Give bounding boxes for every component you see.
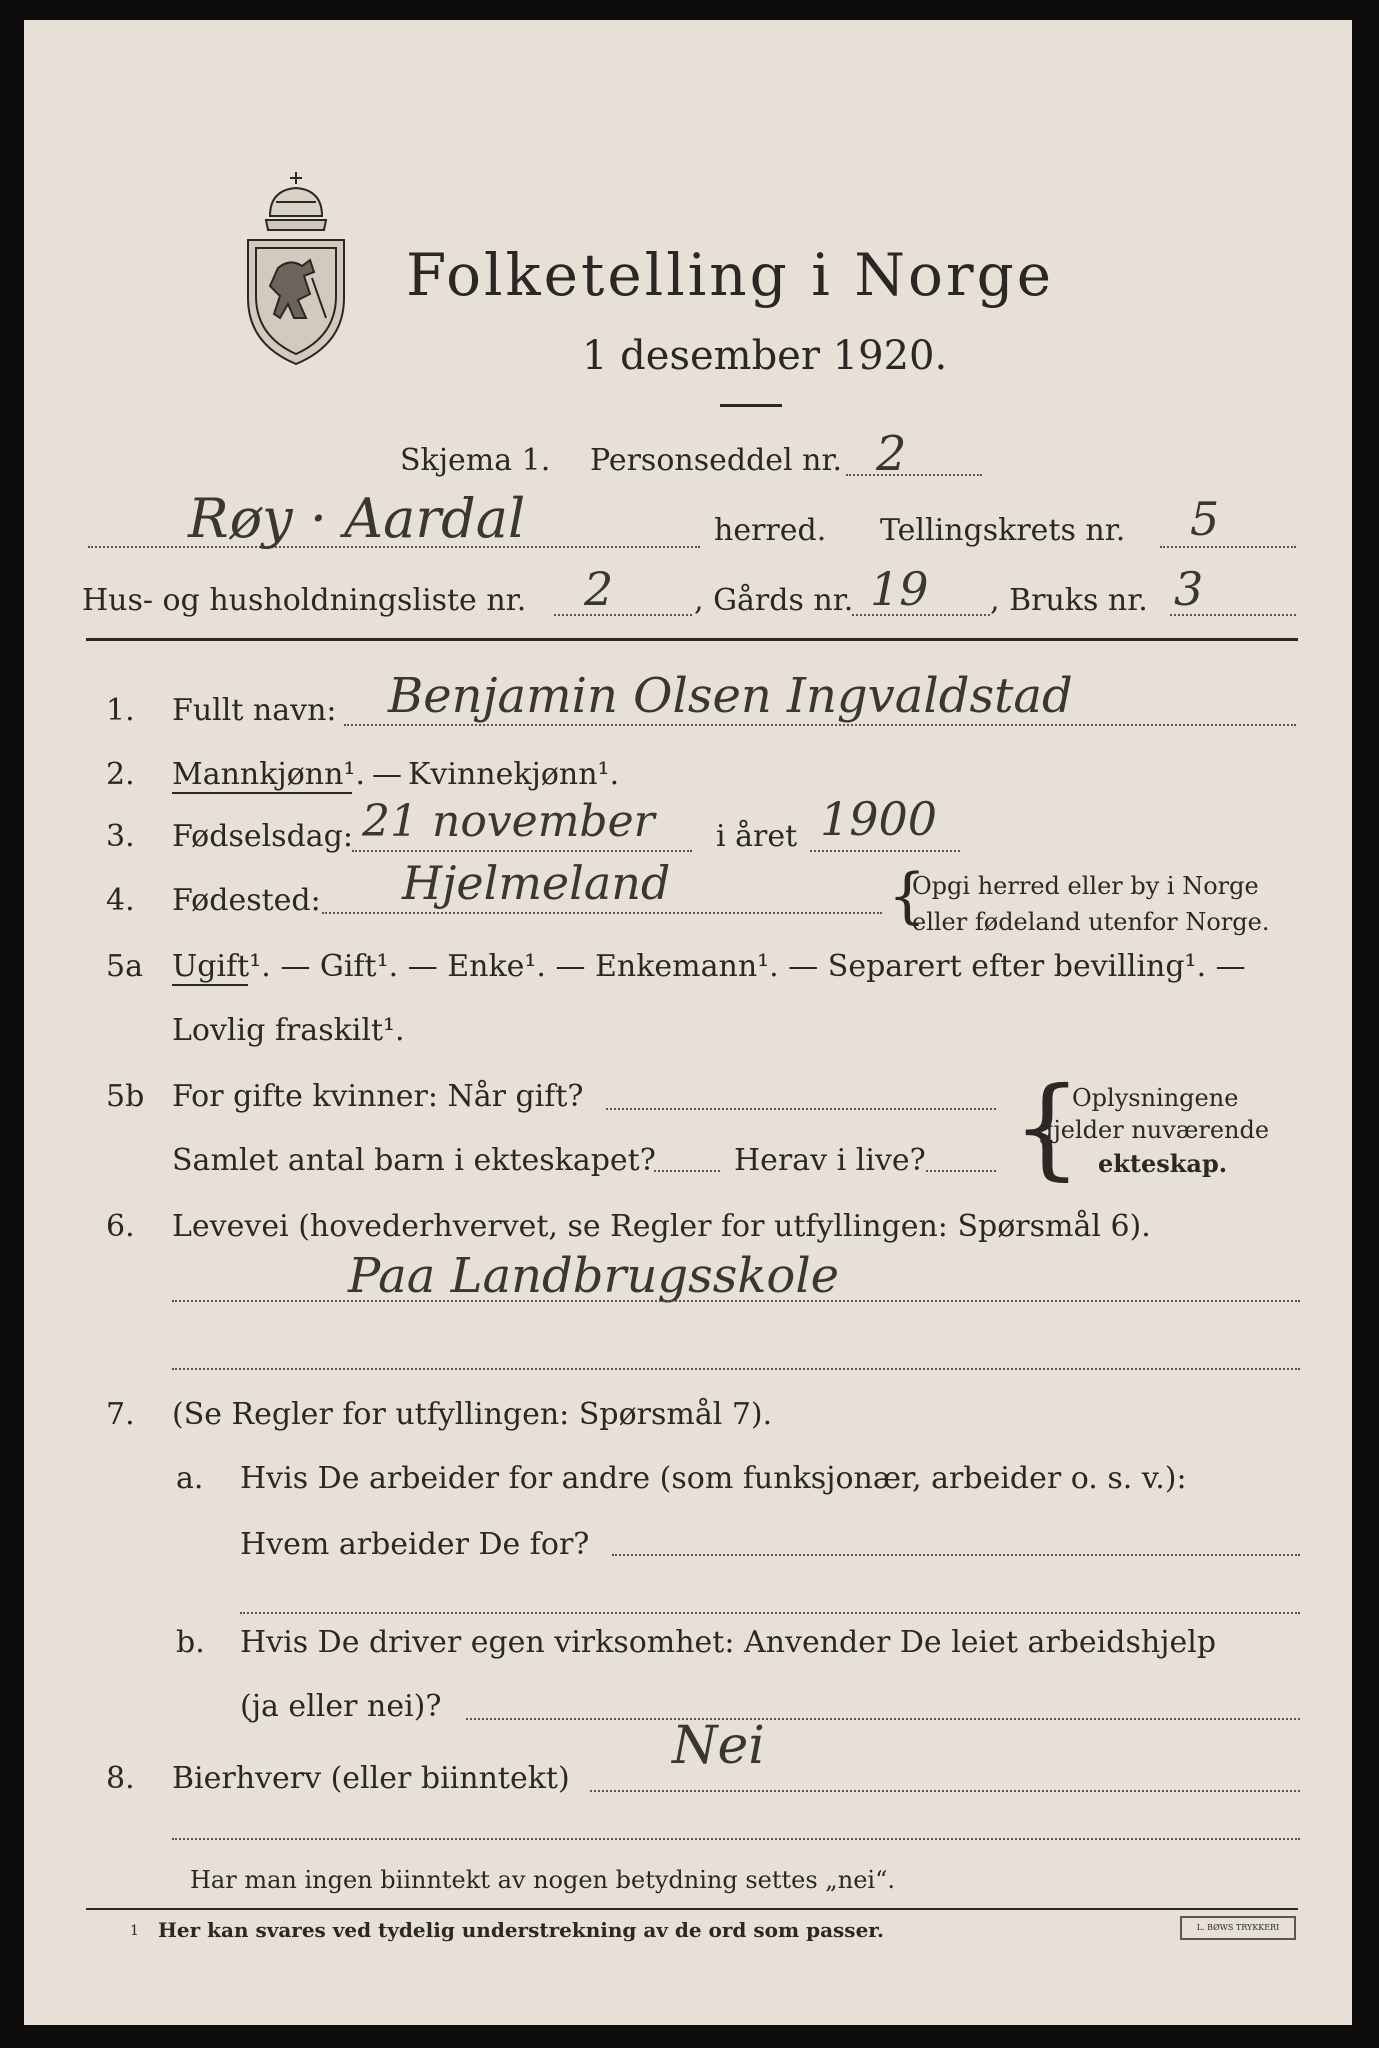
q3-line [352, 850, 692, 852]
q6-line-1 [172, 1300, 1300, 1302]
skjema-label: Skjema 1. [400, 443, 551, 478]
tellingskrets-label: Tellingskrets nr. [880, 513, 1126, 548]
footnote-text: Her kan svares ved tydelig understrekning av de ord som passer. [158, 1918, 884, 1942]
q1-line [344, 724, 1296, 726]
q5b-line-1: For gifte kvinner: Når gift? [172, 1079, 584, 1114]
coat-of-arms-icon [240, 168, 352, 368]
q1-answer: Benjamin Olsen Ingvaldstad [388, 668, 1073, 724]
q3-year-label: i året [716, 819, 798, 854]
q7a-answer-line-2 [240, 1612, 1300, 1614]
q5a-underline [172, 984, 248, 986]
q2-mann: Mannkjønn¹. [172, 757, 365, 792]
footnote-mark: 1 [130, 1923, 139, 1939]
q3-year-line [810, 850, 960, 852]
q5b-line-2b: Herav i live? [734, 1143, 926, 1178]
tellingskrets-line [1160, 546, 1296, 548]
husliste-value: 2 [584, 562, 614, 616]
bruks-label: , Bruks nr. [990, 583, 1148, 618]
q7b-line-1: Hvis De driver egen virksomhet: Anvender De leiet arbeidshjelp [240, 1625, 1217, 1660]
q6-answer: Paa Landbrugsskole [348, 1248, 840, 1304]
printer-stamp-text: L. BØWS TRYKKERI [1196, 1923, 1280, 1932]
q7b-answer-line [466, 1718, 1300, 1720]
biinntekt-note: Har man ingen biinntekt av nogen betydning settes „nei“. [190, 1866, 895, 1894]
herred-label: herred. [714, 513, 827, 548]
q1-label: Fullt navn: [172, 693, 337, 728]
q5b-note-1: Oplysningene [1072, 1084, 1239, 1112]
q8-number: 8. [106, 1761, 135, 1796]
herred-value: Røy · Aardal [188, 487, 526, 550]
q1-number: 1. [106, 693, 135, 728]
q5b-barn-line [654, 1170, 720, 1172]
q4-line [322, 912, 882, 914]
q7-label: (Se Regler for utfyllingen: Spørsmål 7). [172, 1397, 773, 1432]
q5b-live-line [926, 1170, 996, 1172]
printer-stamp [1180, 1916, 1296, 1940]
q2-underline [172, 792, 352, 794]
q5b-gift-line [606, 1108, 996, 1110]
q3-label: Fødselsdag: [172, 819, 353, 854]
q8-line-2 [172, 1838, 1300, 1840]
q7a-line-2: Hvem arbeider De for? [240, 1527, 590, 1562]
q2-sep: — [372, 757, 402, 792]
q8-label: Bierhverv (eller biinntekt) [172, 1761, 570, 1796]
gards-value: 19 [870, 562, 929, 616]
q5b-brace: { [1012, 1063, 1082, 1191]
q5a-line-2: Lovlig fraskilt¹. [172, 1013, 405, 1048]
q3-answer: 21 november [362, 796, 655, 847]
q8-answer: Nei [672, 1716, 765, 1776]
tellingskrets-value: 5 [1190, 492, 1220, 546]
q7a-answer-line [612, 1554, 1300, 1556]
q7a-letter: a. [176, 1461, 204, 1496]
q4-answer: Hjelmeland [402, 856, 671, 910]
q4-number: 4. [106, 883, 135, 918]
q7a-line-1: Hvis De arbeider for andre (som funksjonær, arbeider o. s. v.): [240, 1461, 1187, 1496]
q6-line-2 [172, 1368, 1300, 1370]
q6-number: 6. [106, 1209, 135, 1244]
q8-line [590, 1790, 1300, 1792]
personseddel-line [846, 474, 982, 476]
q7b-letter: b. [176, 1625, 205, 1660]
personseddel-value: 2 [876, 426, 907, 482]
q7b-line-2: (ja eller nei)? [240, 1689, 442, 1724]
q6-label: Levevei (hovederhvervet, se Regler for utfyllingen: Spørsmål 6). [172, 1209, 1151, 1244]
q5a-number: 5a [106, 949, 143, 984]
q5a-line-1: Ugift¹. — Gift¹. — Enke¹. — Enkemann¹. — Separert efter bevilling¹. — [172, 949, 1246, 984]
q2-kvinne: Kvinnekjønn¹. [408, 757, 620, 792]
form-title: Folketelling i Norge [406, 241, 1055, 309]
title-divider [720, 404, 782, 407]
q4-brace: { [888, 861, 927, 931]
husliste-line [554, 614, 692, 616]
q5b-line-2a: Samlet antal barn i ekteskapet? [172, 1143, 656, 1178]
q2-number: 2. [106, 757, 135, 792]
header-divider [86, 638, 1298, 641]
bruks-value: 3 [1174, 562, 1204, 616]
q4-note-1: Opgi herred eller by i Norge [912, 872, 1259, 900]
q4-note-2: eller fødeland utenfor Norge. [912, 908, 1270, 936]
q3-year: 1900 [820, 792, 938, 846]
q4-label: Fødested: [172, 883, 321, 918]
q5b-note-2: gjelder nuværende [1038, 1116, 1270, 1144]
personseddel-label: Personseddel nr. [590, 443, 843, 478]
q5b-note-3: ekteskap. [1098, 1149, 1228, 1178]
q7-number: 7. [106, 1397, 135, 1432]
footnote-divider [86, 1908, 1298, 1910]
q5b-number: 5b [106, 1079, 145, 1114]
q3-number: 3. [106, 819, 135, 854]
gards-label: , Gårds nr. [694, 583, 854, 618]
census-date: 1 desember 1920. [582, 333, 948, 379]
husliste-label: Hus- og husholdningsliste nr. [82, 583, 527, 618]
